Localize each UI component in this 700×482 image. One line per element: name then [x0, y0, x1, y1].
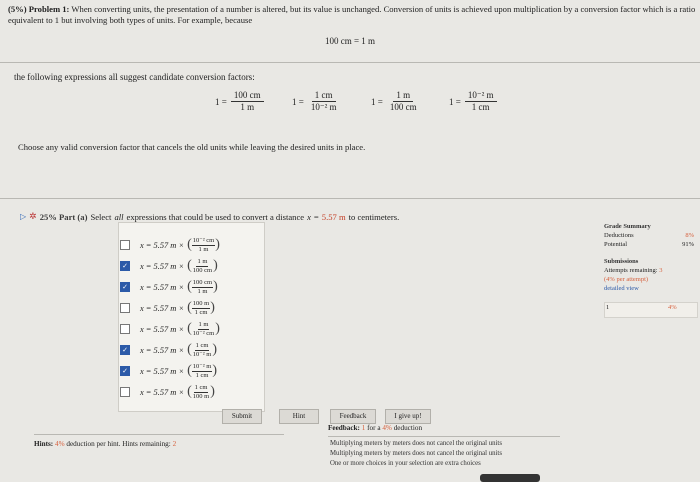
choice-row[interactable] [120, 236, 220, 254]
feedback-line [328, 424, 422, 432]
paren-right: ) [215, 321, 220, 336]
part-equals: = [313, 211, 319, 222]
choice-expression: x = 5.57 m × [140, 387, 185, 397]
conversion-factor-1 [215, 90, 264, 113]
part-prompt-all: all [114, 211, 124, 222]
choice-row[interactable] [120, 278, 218, 296]
choice-checkbox[interactable] [120, 324, 130, 334]
choice-expression: x = 5.57 m × [140, 345, 185, 355]
part-value: 5.57 m [321, 211, 346, 222]
paren-left: ( [187, 321, 192, 336]
feedback-message: Multiplying meters by meters does not cancel the original units [330, 440, 502, 447]
choice-checkbox[interactable] [120, 387, 130, 397]
choice-num: 1 cm [195, 341, 209, 349]
choice-frac [192, 300, 210, 317]
submission-pct: 4% [668, 304, 677, 311]
choice-checkbox[interactable] [120, 303, 130, 313]
deductions-value: 8% [685, 232, 694, 239]
instruction-text: Choose any valid conversion factor that cancels the old units while leaving the desired units in place. [18, 142, 366, 152]
settings-cog-icon: ✲ [29, 211, 37, 221]
part-prompt-end: to centimeters. [348, 211, 400, 222]
choice-num: 100 cm [192, 278, 213, 286]
paren-left: ( [187, 384, 192, 399]
paren-right: ) [212, 342, 218, 357]
choice-den: 10⁻² cm [192, 329, 215, 337]
choice-row[interactable] [120, 383, 215, 401]
feedback-for-a: for a [367, 424, 381, 432]
paren-left: ( [187, 279, 192, 294]
paren-left: ( [187, 342, 192, 357]
choice-checkbox[interactable]: ✓ [120, 261, 130, 271]
choice-frac [192, 363, 213, 380]
hint-button[interactable]: Hint [279, 409, 319, 424]
choice-den: 1 cm [195, 371, 209, 379]
choice-expression: x = 5.57 m × [140, 240, 185, 250]
part-variable: x [307, 211, 311, 222]
give-up-button[interactable]: I give up! [385, 409, 431, 424]
choice-den: 10⁻² m [192, 350, 212, 358]
paren-right: ) [213, 258, 218, 273]
choice-row[interactable] [120, 341, 217, 359]
part-prompt-pre: Select [90, 211, 112, 222]
factor-den: 1 m [240, 102, 255, 112]
choice-den: 100 cm [192, 266, 213, 274]
expand-arrow-icon[interactable]: ▷ [20, 212, 27, 221]
conversion-factor-3 [371, 90, 420, 113]
detailed-view-link[interactable]: detailed view [604, 285, 639, 292]
choice-den: 100 m [192, 392, 210, 400]
attempts-value: 3 [659, 267, 663, 274]
expressions-label: the following expressions all suggest candidate conversion factors: [14, 72, 255, 82]
factor-one: 1 = [371, 96, 383, 107]
paren-right: ) [215, 237, 220, 252]
choice-fraction [187, 258, 218, 275]
submit-button[interactable]: Submit [222, 409, 262, 424]
choice-num: 10⁻² cm [192, 236, 215, 244]
factor-one: 1 = [449, 96, 461, 107]
choice-frac [192, 258, 213, 275]
conversion-factor-2 [292, 90, 340, 113]
choice-num: 1 m [197, 257, 208, 265]
choice-fraction [187, 342, 217, 359]
factor-fraction [465, 90, 497, 113]
potential-row [604, 240, 694, 249]
choice-checkbox[interactable]: ✓ [120, 366, 130, 376]
paren-left: ( [187, 300, 192, 315]
per-attempt: (4% per attempt) [604, 276, 649, 283]
factor-num: 1 m [393, 90, 413, 102]
choice-fraction [187, 384, 215, 401]
choice-fraction [187, 321, 220, 338]
choice-num: 10⁻² m [192, 362, 212, 370]
choice-frac [192, 384, 210, 401]
feedback-message: Multiplying meters by meters does not cancel the original units [330, 450, 502, 457]
choice-row[interactable] [120, 320, 220, 338]
part-header [20, 211, 399, 222]
choice-expression: x = 5.57 m × [140, 366, 185, 376]
choice-den: 1 cm [194, 308, 208, 316]
paren-left: ( [187, 237, 192, 252]
attempts-row [604, 266, 694, 275]
choice-checkbox[interactable]: ✓ [120, 282, 130, 292]
hints-label: Hints: [34, 440, 54, 448]
paren-right: ) [212, 363, 218, 378]
feedback-label: Feedback: [328, 424, 360, 432]
part-percent: 25% Part (a) [39, 211, 88, 222]
feedback-deduction: deduction [393, 424, 423, 432]
choice-frac [192, 237, 215, 254]
hints-pct: 4% [54, 440, 65, 448]
factor-den: 10⁻² m [310, 102, 337, 112]
bottom-scroll-indicator [480, 474, 540, 482]
feedback-count: 1 [361, 424, 366, 432]
problem-body: When converting units, the presentation of a number is altered, but its value is unchanged. Conversion of units is achieved upon multiplication by a conversion factor which is a ratio equivalent to 1 but involving both types of units. For example, because [8, 4, 696, 25]
potential-value: 91% [682, 241, 694, 248]
grade-title: Grade Summary [604, 223, 651, 230]
example-equation: 100 cm = 1 m [324, 36, 376, 46]
choice-frac [192, 279, 213, 296]
divider [0, 62, 700, 63]
choice-den: 1 m [197, 287, 208, 295]
feedback-button[interactable]: Feedback [330, 409, 376, 424]
factor-num: 1 cm [312, 90, 336, 102]
factor-fraction [308, 90, 340, 113]
divider [34, 434, 284, 435]
deductions-row [604, 231, 694, 240]
feedback-message: One or more choices in your selection are extra choices [330, 460, 481, 467]
choice-num: 1 cm [194, 383, 208, 391]
submission-number: 1 [606, 304, 610, 311]
hints-remaining: 2 [172, 440, 177, 448]
factor-one: 1 = [215, 96, 227, 107]
problem-label: (5%) Problem 1: [8, 4, 70, 14]
choice-row[interactable] [120, 257, 218, 275]
choice-num: 1 m [198, 320, 209, 328]
choice-num: 100 m [192, 299, 210, 307]
choice-checkbox[interactable] [120, 240, 130, 250]
choice-checkbox[interactable]: ✓ [120, 345, 130, 355]
choice-expression: x = 5.57 m × [140, 261, 185, 271]
paren-right: ) [210, 300, 215, 315]
deductions-label: Deductions [604, 232, 634, 239]
factor-fraction [387, 90, 420, 113]
factor-fraction [231, 90, 264, 113]
part-prompt: expressions that could be used to convert a distance [126, 211, 305, 222]
problem-statement [8, 4, 696, 26]
submission-row [604, 302, 698, 318]
paren-left: ( [187, 258, 192, 273]
paren-right: ) [210, 384, 215, 399]
choice-expression: x = 5.57 m × [140, 324, 185, 334]
choice-fraction [187, 237, 220, 254]
feedback-pct: 4% [382, 424, 392, 432]
choice-frac [192, 342, 213, 359]
choice-row[interactable] [120, 362, 217, 380]
factor-den: 100 cm [389, 102, 417, 112]
choice-fraction [187, 363, 217, 380]
choice-expression: x = 5.57 m × [140, 303, 185, 313]
divider [0, 198, 700, 199]
conversion-factor-4 [449, 90, 497, 113]
hints-line [34, 440, 176, 448]
hints-text: deduction per hint. Hints remaining: [66, 440, 171, 448]
submissions-label: Submissions [604, 258, 639, 265]
factor-one: 1 = [292, 96, 304, 107]
choice-den: 1 m [198, 245, 209, 253]
grade-summary [604, 222, 694, 293]
factor-num: 100 cm [231, 90, 264, 102]
paren-right: ) [213, 279, 218, 294]
paren-left: ( [187, 363, 192, 378]
potential-label: Potential [604, 241, 628, 248]
choice-fraction [187, 300, 215, 317]
choice-fraction [187, 279, 218, 296]
choice-row[interactable] [120, 299, 215, 317]
choice-expression: x = 5.57 m × [140, 282, 185, 292]
attempts-text: Attempts remaining: [604, 267, 658, 274]
choice-frac [192, 321, 215, 338]
factor-num: 10⁻² m [465, 90, 497, 102]
factor-den: 1 cm [471, 102, 490, 112]
